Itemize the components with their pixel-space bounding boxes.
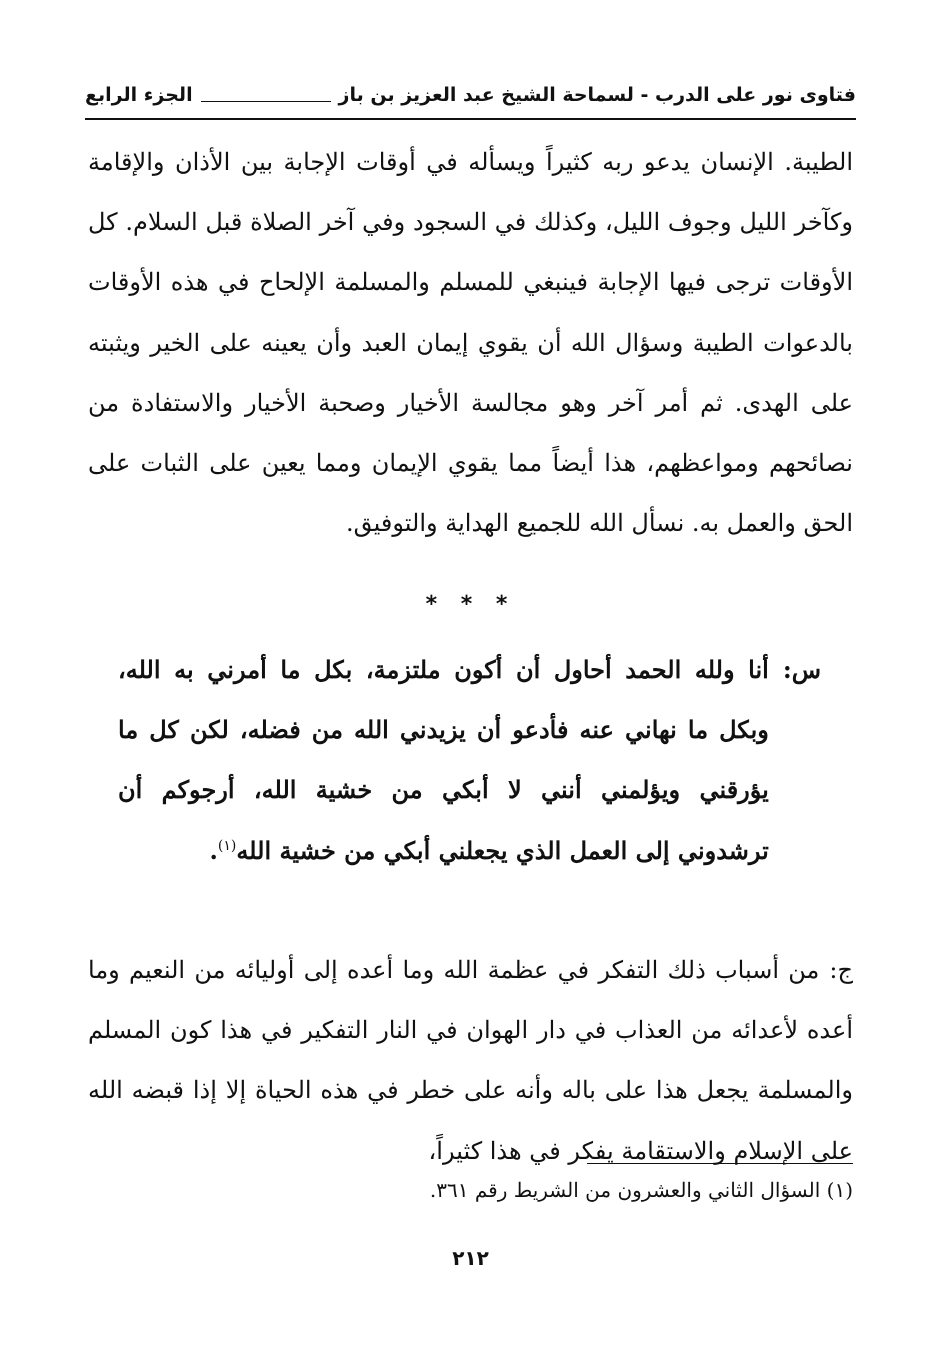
footnote-text: (١) السؤال الثاني والعشرون من الشريط رقم ٣٦١. <box>429 1178 853 1202</box>
question-text: أنا ولله الحمد أحاول أن أكون ملتزمة، بكل ما أمرني به الله، وبكل ما نهاني عنه فأدعو أن يزيدني الله من فضله، لكن كل ما يؤرقني ويؤلمني أنني لا أبكي من خشية الله، أرجوكم أن ترشدوني إلى العمل الذي يجعلني أبكي من خشية الله <box>118 655 769 865</box>
header-dash-rule <box>201 101 331 102</box>
question-end-mark: . <box>209 835 218 865</box>
answer-text: من أسباب ذلك التفكر في عظمة الله وما أعده إلى أوليائه من النعيم وما أعده لأعدائه من العذاب في دار الهوان في النار التفكير في هذا كون المسلم والمسلمة يجعل هذا على باله وأنه على خطر في هذه الحياة إلا إذا قبضه الله على الإسلام والاستقامة يفكر في هذا كثيراً، <box>88 956 853 1165</box>
question-block <box>118 640 821 881</box>
body-paragraph: الطيبة. الإنسان يدعو ربه كثيراً ويسأله في أوقات الإجابة بين الأذان والإقامة وكآخر الليل وجوف الليل، وكذلك في السجود وفي آخر الصلاة قبل السلام. كل الأوقات ترجى فيها الإجابة فينبغي للمسلم والمسلمة الإلحاح في هذه الأوقات بالدعوات الطيبة وسؤال الله أن يقوي إيمان العبد وأن يعينه على الخير ويثبته على الهدى. ثم أمر آخر وهو مجالسة الأخيار وصحبة الأخيار والاستفادة من نصائحهم ومواعظهم، هذا أيضاً مما يقوي الإيمان ومما يعين على الثبات على الحق والعمل به. نسأل الله للجميع الهداية والتوفيق. <box>88 148 853 538</box>
page-number: ٢١٢ <box>452 1246 489 1270</box>
question-text-wrap <box>118 640 769 881</box>
footnote-rule <box>587 1163 853 1164</box>
header-part-label: الجزء الرابع <box>85 84 193 106</box>
footnote-marker: (١) <box>217 837 237 854</box>
section-separator: * * * <box>425 592 516 617</box>
header-underline <box>85 118 856 120</box>
header-book-title: فتاوى نور على الدرب - لسماحة الشيخ عبد العزيز بن باز <box>338 84 856 106</box>
running-header <box>85 78 856 112</box>
answer-block <box>88 940 853 1181</box>
answer-label: ج: <box>829 956 853 984</box>
question-label: س: <box>782 655 821 684</box>
